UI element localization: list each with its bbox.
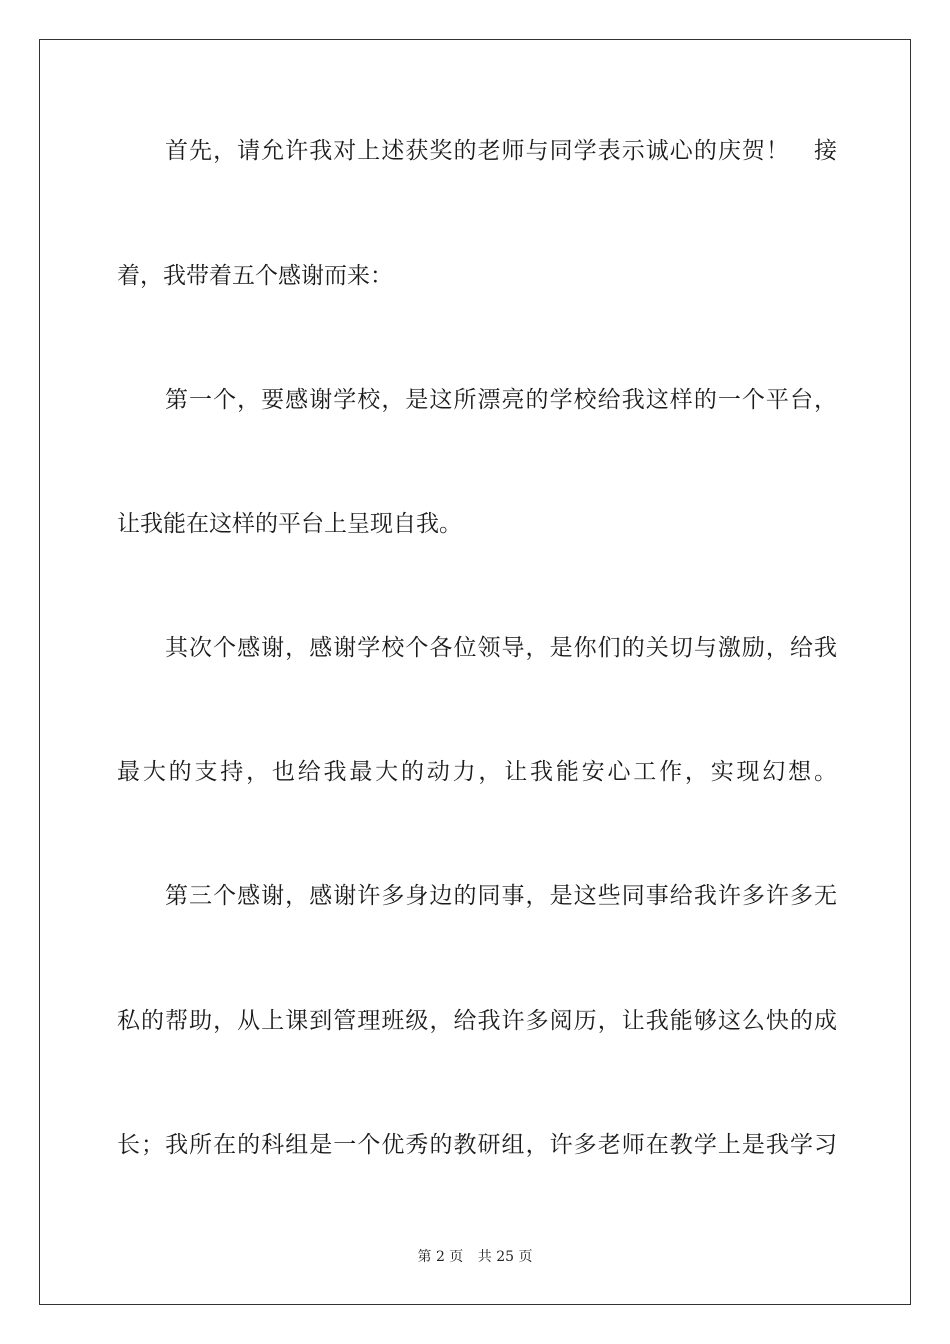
paragraph-line: 让我能在这样的平台上呈现自我。 xyxy=(117,511,462,537)
paragraph-line: 着，我带着五个感谢而来： xyxy=(117,263,393,289)
paragraph-line: 第一个，要感谢学校，是这所漂亮的学校给我这样的一个平台， xyxy=(165,387,837,413)
page-footer xyxy=(0,1246,950,1266)
paragraph-line: 长；我所在的科组是一个优秀的教研组，许多老师在教学上是我学习 xyxy=(117,1132,837,1158)
paragraph-line: 最大的支持，也给我最大的动力，让我能安心工作，实现幻想。 xyxy=(117,759,837,785)
paragraph-line: 其次个感谢，感谢学校个各位领导，是你们的关切与激励，给我 xyxy=(165,635,837,661)
page-total: 共 25 页 xyxy=(477,1249,533,1265)
paragraph-line: 私的帮助，从上课到管理班级，给我许多阅历，让我能够这么快的成 xyxy=(117,1008,837,1034)
page-border xyxy=(39,39,911,1305)
paragraph-line: 首先，请允许我对上述获奖的老师与同学表示诚心的庆贺！ 接 xyxy=(165,138,837,164)
paragraph-line: 第三个感谢，感谢许多身边的同事，是这些同事给我许多许多无 xyxy=(165,883,837,909)
page-number: 第 2 页 xyxy=(417,1249,464,1265)
